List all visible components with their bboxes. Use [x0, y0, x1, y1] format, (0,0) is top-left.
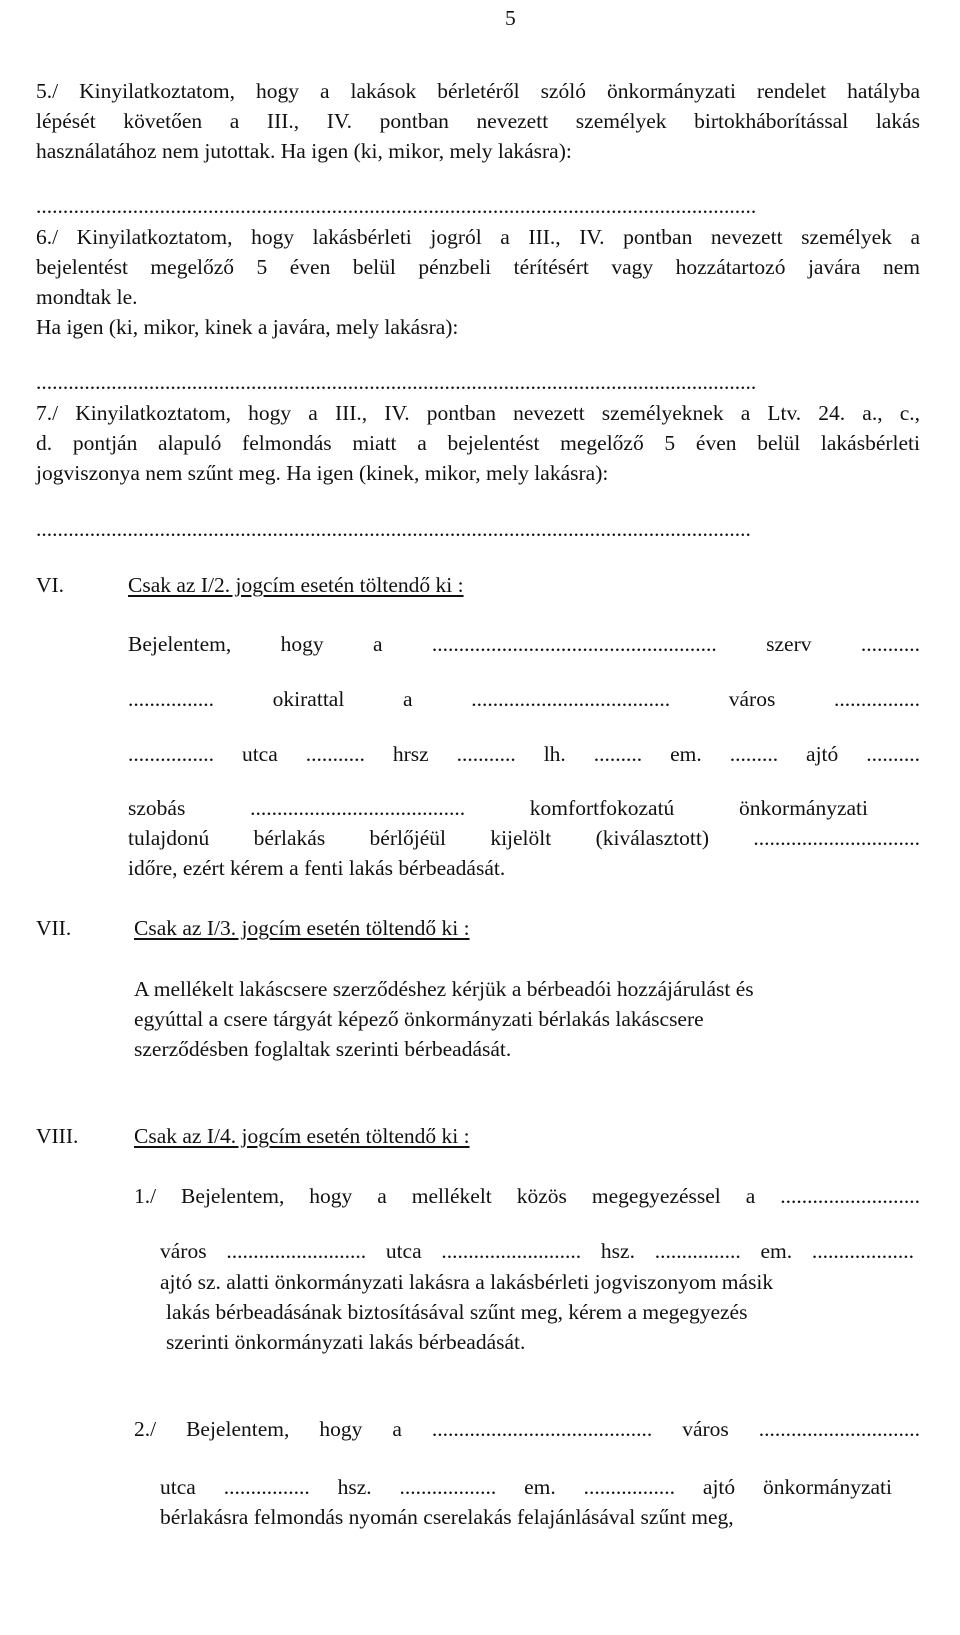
section-vi-line-6: időre, ezért kérem a fenti lakás bérbeadását.: [128, 856, 506, 880]
item-7-line-3: jogviszonya nem szűnt meg. Ha igen (kinek, mikor, mely lakásra):: [36, 461, 609, 485]
item-5-line-2: lépését követően a III., IV. pontban nevezett személyek birtokháborítással lakás: [36, 109, 920, 133]
section-viii-item-1-line-3: ajtó sz. alatti önkormányzati lakásra a lakásbérleti jogviszonyom másik: [160, 1270, 774, 1294]
section-viii-item-2-line-2: utca ................ hsz. .................. em. ................. ajtó önkormányzati: [160, 1475, 892, 1499]
section-viii-item-2-line-1: 2./ Bejelentem, hogy a ......................................... város ..............................: [134, 1417, 920, 1441]
section-vii-line-2: egyúttal a csere tárgyát képező önkormányzati bérlakás lakáscsere: [134, 1007, 704, 1031]
section-vii-line-3: szerződésben foglaltak szerinti bérbeadását.: [134, 1037, 512, 1061]
section-vii-line-1: A mellékelt lakáscsere szerződéshez kérjük a bérbeadói hozzájárulást és: [134, 977, 754, 1001]
item-6-line-3: mondtak le.: [36, 285, 138, 309]
item-6-line-4: Ha igen (ki, mikor, kinek a javára, mely lakásra):: [36, 315, 459, 339]
section-vi-line-5: tulajdonú bérlakás bérlőjéül kijelölt (kiválasztott) ...............................: [128, 826, 920, 850]
item-7-line-2: d. pontján alapuló felmondás miatt a bejelentést megelőző 5 éven belül lakásbérleti: [36, 431, 920, 455]
item-5-line-3: használatához nem jutottak. Ha igen (ki, mikor, mely lakásra):: [36, 139, 572, 163]
section-viii-item-1-line-5: szerinti önkormányzati lakás bérbeadását.: [166, 1330, 526, 1354]
section-vi-numeral: VI.: [36, 573, 65, 597]
item-5-line-1: 5./ Kinyilatkoztatom, hogy a lakások bérletéről szóló önkormányzati rendelet hatályba: [36, 79, 920, 103]
section-vi-heading: Csak az I/2. jogcím esetén töltendő ki :: [128, 573, 464, 597]
section-viii-item-2-line-3: bérlakásra felmondás nyomán cserelakás felajánlásával szűnt meg,: [160, 1505, 734, 1529]
item-7-line-1: 7./ Kinyilatkoztatom, hogy a III., IV. pontban nevezett személyeknek a Ltv. 24. a., c.,: [36, 401, 920, 425]
section-vii-numeral: VII.: [36, 916, 72, 940]
section-viii-numeral: VIII.: [36, 1124, 79, 1148]
item-7-dots: .....................................................................................................................................: [36, 517, 751, 541]
section-vi-line-3: ................ utca ........... hrsz ........... lh. ......... em. ......... ajtó ..........: [128, 742, 920, 766]
item-6-line-1: 6./ Kinyilatkoztatom, hogy lakásbérleti jogról a III., IV. pontban nevezett személyek a: [36, 225, 920, 249]
section-viii-item-1-line-4: lakás bérbeadásának biztosításával szűnt meg, kérem a megegyezés: [166, 1300, 748, 1324]
item-6-dots: ......................................................................................................................................: [36, 370, 757, 394]
section-vi-line-1: Bejelentem, hogy a ..................................................... szerv ...........: [128, 632, 920, 656]
item-5-dots: ......................................................................................................................................: [36, 194, 757, 218]
item-6-line-2: bejelentést megelőző 5 éven belül pénzbeli térítésért vagy hozzátartozó javára nem: [36, 255, 920, 279]
section-vi-line-2: ................ okirattal a ..................................... város ................: [128, 687, 920, 711]
section-vii-heading: Csak az I/3. jogcím esetén töltendő ki :: [134, 916, 470, 940]
section-viii-item-1-line-1: 1./ Bejelentem, hogy a mellékelt közös megegyezéssel a ..........................: [134, 1184, 920, 1208]
section-viii-heading: Csak az I/4. jogcím esetén töltendő ki :: [134, 1124, 470, 1148]
section-vi-line-4: szobás ........................................ komfortfokozatú önkormányzati: [128, 796, 868, 820]
page-number: 5: [505, 6, 516, 30]
section-viii-item-1-line-2: város .......................... utca .......................... hsz. ................ em. ...................: [160, 1239, 914, 1263]
